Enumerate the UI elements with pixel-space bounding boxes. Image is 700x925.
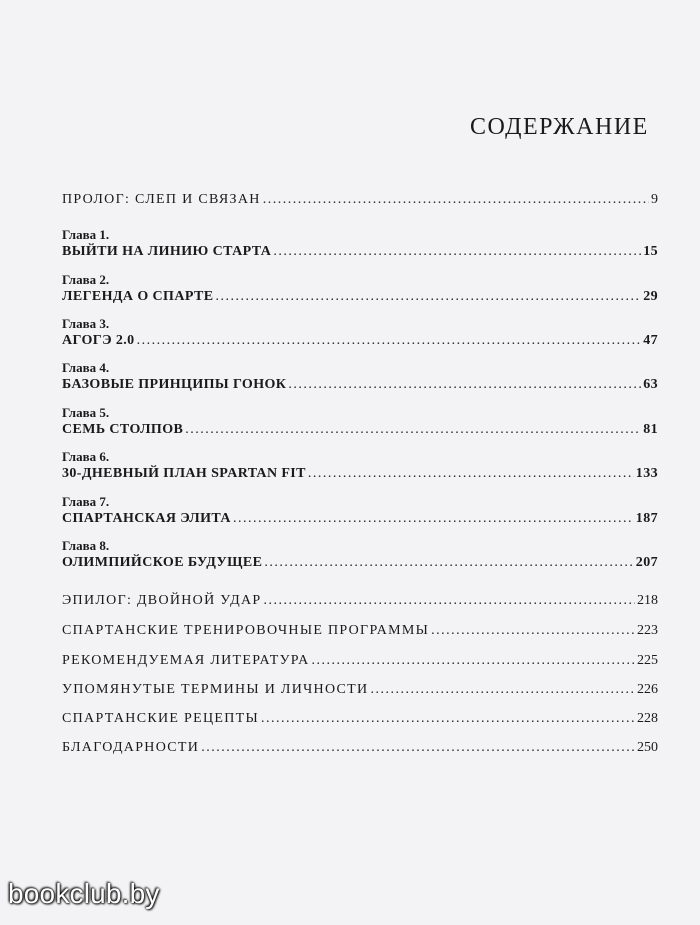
dot-leader — [273, 243, 641, 261]
dot-leader — [308, 465, 634, 483]
table-of-contents — [62, 0, 658, 925]
toc-line — [62, 465, 658, 483]
toc-page-number: 225 — [637, 653, 658, 668]
toc-page-number: 218 — [637, 593, 658, 608]
toc-entry-training-programs — [62, 622, 658, 640]
toc-page-number: 9 — [651, 192, 658, 207]
toc-page-number: 226 — [637, 682, 658, 697]
dot-leader — [215, 288, 641, 306]
toc-entry-epilogue — [62, 592, 658, 610]
toc-page-number: 250 — [637, 740, 658, 755]
toc-entry-title: БАЗОВЫЕ ПРИНЦИПЫ ГОНОК — [62, 377, 287, 392]
toc-entry-title: СЕМЬ СТОЛПОВ — [62, 422, 184, 437]
toc-line — [62, 681, 658, 699]
toc-line — [62, 592, 658, 610]
dot-leader — [370, 681, 635, 699]
toc-entry-chapter-2 — [62, 272, 658, 306]
toc-page-number: 63 — [643, 377, 658, 392]
toc-line — [62, 332, 658, 350]
chapter-label: Глава 1. — [62, 227, 110, 242]
toc-entry-chapter-4 — [62, 360, 658, 394]
toc-entry-title: ВЫЙТИ НА ЛИНИЮ СТАРТА — [62, 244, 272, 259]
toc-page-number: 47 — [643, 333, 658, 348]
toc-entry-chapter-3 — [62, 316, 658, 350]
toc-entry-recipes — [62, 710, 658, 728]
dot-leader — [431, 622, 635, 640]
toc-line — [62, 421, 658, 439]
toc-line — [62, 710, 658, 728]
toc-entry-title: ОЛИМПИЙСКОЕ БУДУЩЕЕ — [62, 555, 263, 570]
chapter-label: Глава 6. — [62, 449, 110, 464]
toc-line — [62, 554, 658, 572]
chapter-label: Глава 8. — [62, 538, 110, 553]
toc-entry-title: СПАРТАНСКАЯ ЭЛИТА — [62, 511, 231, 526]
toc-line — [62, 243, 658, 261]
dot-leader — [264, 554, 633, 572]
dot-leader — [185, 421, 641, 439]
toc-entry-chapter-1 — [62, 227, 658, 261]
toc-page-number: 223 — [637, 623, 658, 638]
toc-entry-chapter-6 — [62, 449, 658, 483]
toc-entry-acknowledgements — [62, 739, 658, 757]
toc-entry-chapter-7 — [62, 494, 658, 528]
toc-line — [62, 739, 658, 757]
dot-leader — [311, 652, 635, 670]
toc-entry-prologue — [62, 191, 658, 209]
toc-page-number: 187 — [635, 511, 658, 526]
toc-line — [62, 376, 658, 394]
chapter-label: Глава 4. — [62, 360, 110, 375]
toc-entry-title: УПОМЯНУТЫЕ ТЕРМИНЫ И ЛИЧНОСТИ — [62, 682, 369, 697]
page-title: СОДЕРЖАНИЕ — [470, 114, 649, 140]
dot-leader — [261, 710, 635, 728]
chapter-label: Глава 5. — [62, 405, 110, 420]
toc-entry-terms-and-persons — [62, 681, 658, 699]
toc-line — [62, 191, 658, 209]
toc-entry-chapter-8 — [62, 538, 658, 572]
toc-entry-title: АГОГЭ 2.0 — [62, 333, 135, 348]
toc-page-number: 228 — [637, 711, 658, 726]
toc-page-number: 29 — [643, 289, 658, 304]
toc-page-number: 133 — [635, 466, 658, 481]
toc-line — [62, 510, 658, 528]
toc-entry-title: СПАРТАНСКИЕ РЕЦЕПТЫ — [62, 711, 259, 726]
toc-line — [62, 288, 658, 306]
toc-entry-title: РЕКОМЕНДУЕМАЯ ЛИТЕРАТУРА — [62, 653, 310, 668]
toc-page-number: 207 — [635, 555, 658, 570]
toc-entry-title: ЛЕГЕНДА О СПАРТЕ — [62, 289, 214, 304]
chapter-label: Глава 2. — [62, 272, 110, 287]
toc-page-number: 81 — [643, 422, 658, 437]
toc-entry-title: ПРОЛОГ: СЛЕП И СВЯЗАН — [62, 192, 261, 207]
dot-leader — [263, 592, 635, 610]
dot-leader — [233, 510, 634, 528]
toc-entry-title: СПАРТАНСКИЕ ТРЕНИРОВОЧНЫЕ ПРОГРАММЫ — [62, 623, 430, 638]
toc-entry-recommended-literature — [62, 652, 658, 670]
dot-leader — [288, 376, 641, 394]
toc-entry-title: ЭПИЛОГ: ДВОЙНОЙ УДАР — [62, 593, 262, 608]
watermark-logo: bookclub.by — [8, 878, 160, 909]
chapter-label: Глава 3. — [62, 316, 110, 331]
toc-line — [62, 652, 658, 670]
dot-leader — [137, 332, 642, 350]
dot-leader — [263, 191, 649, 209]
dot-leader — [201, 739, 635, 757]
toc-entry-chapter-5 — [62, 405, 658, 439]
toc-line — [62, 622, 658, 640]
chapter-label: Глава 7. — [62, 494, 110, 509]
toc-entry-title: 30-ДНЕВНЫЙ ПЛАН SPARTAN FIT — [62, 466, 306, 481]
toc-page-number: 15 — [643, 244, 658, 259]
toc-entry-title: БЛАГОДАРНОСТИ — [62, 740, 200, 755]
